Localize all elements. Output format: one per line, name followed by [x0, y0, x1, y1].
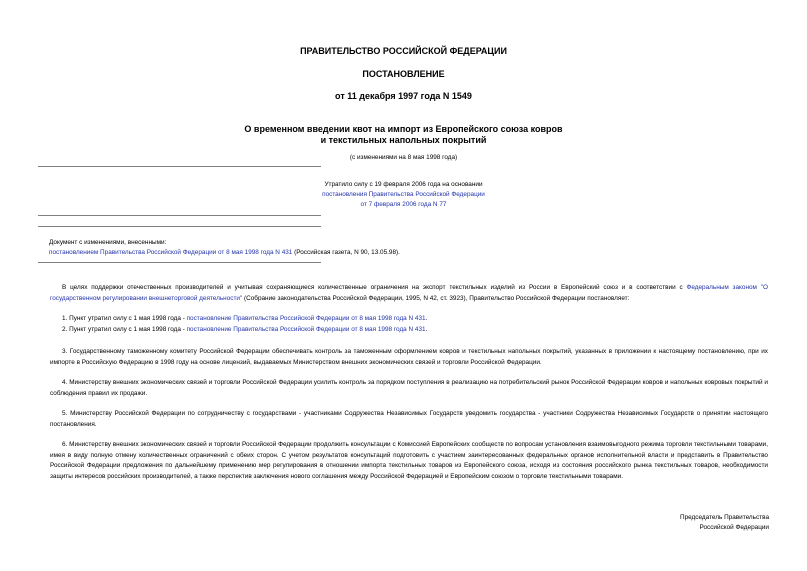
changes-label: Документ с изменениями, внесенными:: [49, 239, 167, 246]
amendments-note: (с изменениями на 8 мая 1998 года): [349, 154, 458, 161]
signature-title: Председатель Правительства: [680, 514, 769, 521]
government-heading: ПРАВИТЕЛЬСТВО РОССИЙСКОЙ ФЕДЕРАЦИИ: [300, 46, 507, 56]
item-4: 4. Министерству внешних экономических связей и торговли Российской Федерации усилить контроль за порядком поступления в реализацию на потребительский рынок Российской Федерации ковров и напольных ковровых покрытий и соблюдения правил их продажи.: [50, 379, 768, 397]
federal-law-link[interactable]: Федеральным законом "О государственном регулировании внешнеторговой деятельности": [50, 284, 768, 302]
divider: [38, 215, 321, 216]
repeal-link-line1[interactable]: постановления Правительства Российской Федерации: [322, 191, 485, 198]
item-2-text: 2. Пункт утратил силу с 1 мая 1998 года -: [62, 326, 187, 333]
document-date-number: от 11 декабря 1997 года N 1549: [335, 91, 472, 101]
item-1-text: 1. Пункт утратил силу с 1 мая 1998 года -: [62, 315, 187, 322]
item-2-link[interactable]: постановление Правительства Российской Федерации от 8 мая 1998 года N 431: [186, 326, 426, 333]
document-title-line1: О временном введении квот на импорт из Европейского союза ковров: [244, 124, 563, 134]
changes-source: (Российская газета, N 90, 13.05.98).: [292, 249, 400, 256]
item-1: [50, 314, 768, 325]
item-5: 5. Министерству Российской Федерации по сотрудничеству с государствами - участниками Содружества Независимых Государств уведомить государства - участники Содружества Независимых Государств о принятии настоящего постановления.: [50, 410, 768, 428]
changes-reference: [49, 248, 400, 258]
divider: [38, 166, 321, 167]
item-1-end: .: [425, 315, 428, 322]
intro-paragraph: [50, 283, 768, 304]
divider: [38, 262, 321, 263]
divider: [38, 226, 321, 227]
document-type: ПОСТАНОВЛЕНИЕ: [362, 69, 445, 79]
repeal-status: Утратило силу с 19 февраля 2006 года на основании: [324, 181, 483, 188]
item-3: 3. Государственному таможенному комитету Российской Федерации обеспечивать контроль за таможенным оформлением ковров и текстильных напольных покрытий, указанных в приложении к настоящему постановлению, при их импорте в Российскую Федерацию в 1998 году на основе лицензий, выдаваемых Министерством внешних экономических связей и торговли Российской Федерации.: [50, 348, 768, 366]
document-title-line2: и текстильных напольных покрытий: [320, 135, 487, 145]
signature-org: Российской Федерации: [699, 524, 769, 531]
intro-text-end: (Собрание законодательства Российской Федерации, 1995, N 42, ст. 3923), Правительство Российской Федерации постановляет:: [242, 294, 630, 302]
item-2: [50, 325, 768, 336]
item-2-end: .: [425, 326, 428, 333]
changes-link[interactable]: постановлением Правительства Российской Федерации от 8 мая 1998 года N 431: [49, 249, 293, 256]
intro-text: В целях поддержки отечественных производителей и учитывая сохраняющиеся количественные ограничения на экспорт текстильных изделий из России в Европейский союз и в соответствии с: [62, 284, 687, 291]
item-1-link[interactable]: постановление Правительства Российской Федерации от 8 мая 1998 года N 431: [186, 315, 426, 322]
item-6: 6. Министерству внешних экономических связей и торговли Российской Федерации продолжить консультации с Комиссией Европейских сообществ по вопросам установления взаимовыгодного режима торговли текстильными товарами, имея в виду полную отмену количественных ограничений с обеих сторон. С учетом результатов консультаций подготовить с участием заинтересованных федеральных органов исполнительной власти и представить в Правительство Российской Федерации предложения по дальнейшему применению мер регулирования в отношении импорта текстильных товаров из Европейского союза, исходя из состояния российского рынка текстильных товаров, необходимости защиты интересов российских производителей, а также перспектив заключения нового соглашения между Российской Федерацией и Европейским союзом о торговле текстильными товарами.: [50, 441, 768, 480]
repeal-link-line2[interactable]: от 7 февраля 2006 года N 77: [360, 201, 447, 208]
